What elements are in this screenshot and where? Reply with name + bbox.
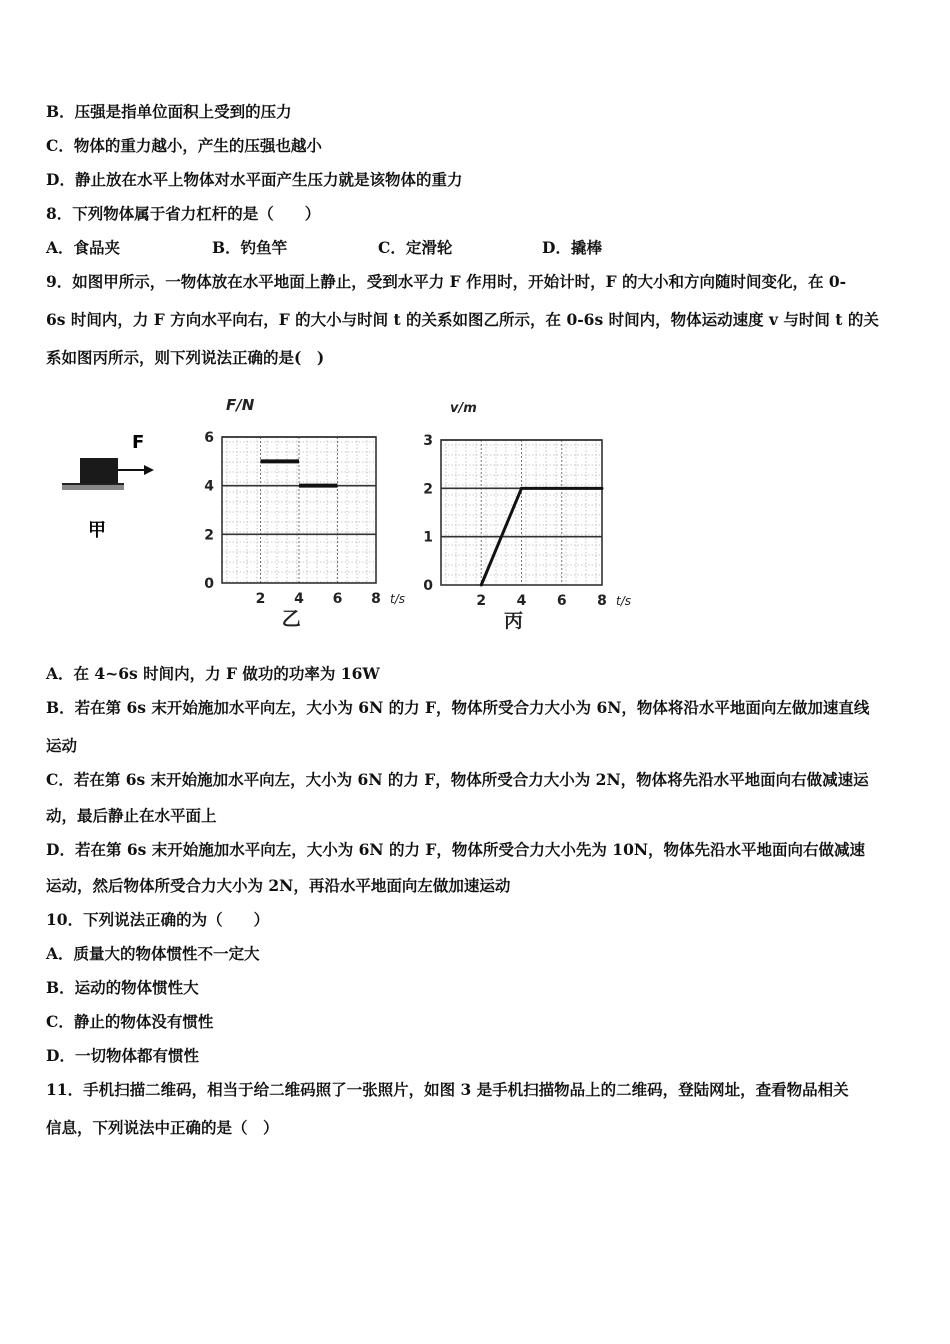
- q9-option-c-line-2: 动，最后静止在水平面上: [46, 806, 217, 825]
- x-tick-label: 4: [516, 593, 527, 609]
- q9-option-d-line-1: D．若在第 6s 末开始施加水平向左，大小为 6N 的力 F，物体所受合力大小先为 10N，物体先沿水平地面向右做减速: [46, 840, 866, 859]
- x-tick-label: 2: [255, 591, 266, 607]
- chart-bing: [423, 401, 631, 632]
- q9-option-b-line-1: B．若在第 6s 末开始施加水平向左，大小为 6N 的力 F，物体所受合力大小为 6N，物体将沿水平地面向左做加速直线: [46, 698, 870, 717]
- ground-hatch: [62, 485, 124, 490]
- q8-option-c: C．定滑轮: [378, 238, 453, 257]
- chart-yi: [204, 396, 405, 630]
- velocity-point: [480, 584, 483, 587]
- y-tick-label: 1: [423, 529, 433, 546]
- q8-option-a: A．食品夹: [46, 238, 121, 257]
- y-tick-label: 2: [423, 481, 433, 498]
- question-9-line-1: 9．如图甲所示，一物体放在水平地面上静止，受到水平力 F 作用时，开始计时，F 的大小和方向随时间变化，在 0-: [46, 272, 847, 291]
- q8-option-d: D．撬棒: [542, 238, 602, 257]
- y-tick-label: 3: [423, 433, 433, 449]
- x-tick-label: 2: [476, 593, 487, 609]
- x-tick-label: 6: [332, 591, 343, 607]
- x-tick-label: 4: [294, 591, 304, 607]
- y-tick-label: 2: [204, 527, 214, 544]
- q10-option-d: D．一切物体都有惯性: [46, 1046, 199, 1065]
- question-9-line-3: 系如图丙所示，则下列说法正确的是( ): [46, 348, 325, 367]
- y-tick-label: 0: [423, 578, 433, 594]
- x-axis-label: t/s: [616, 594, 631, 608]
- q9-option-a: A．在 4~6s 时间内，力 F 做功的功率为 16W: [46, 664, 380, 683]
- q10-option-a: A．质量大的物体惯性不一定大: [46, 944, 260, 963]
- x-tick-label: 8: [597, 593, 607, 609]
- question-11-line-2: 信息，下列说法中正确的是（ ）: [46, 1118, 279, 1137]
- q9-option-b-line-2: 运动: [46, 736, 78, 755]
- velocity-point: [601, 487, 604, 490]
- y-axis-label: F/N: [226, 396, 255, 414]
- y-tick-label: 0: [204, 576, 214, 592]
- block: [80, 458, 118, 484]
- y-axis-label: v/m: [450, 401, 477, 416]
- question-9-line-2: 6s 时间内，力 F 方向水平向右，F 的大小与时间 t 的关系如图乙所示，在 0-6s 时间内，物体运动速度 v 与时间 t 的关: [46, 310, 879, 329]
- force-label: F: [132, 432, 145, 453]
- question-11-line-1: 11．手机扫描二维码，相当于给二维码照了一张照片，如图 3 是手机扫描物品上的二维码，登陆网址，查看物品相关: [46, 1080, 849, 1099]
- chart-caption: 丙: [503, 610, 523, 632]
- q8-option-b: B．钓鱼竿: [212, 238, 288, 257]
- chart-caption: 乙: [281, 608, 301, 630]
- x-axis-label: t/s: [390, 592, 405, 606]
- q10-option-b: B．运动的物体惯性大: [46, 978, 199, 997]
- question-10: 10．下列说法正确的为（ ）: [46, 910, 270, 929]
- y-tick-label: 6: [204, 430, 214, 446]
- y-tick-label: 4: [204, 478, 214, 495]
- x-tick-label: 8: [371, 591, 381, 607]
- q9-option-d-line-2: 运动，然后物体所受合力大小为 2N，再沿水平地面向左做加速运动: [46, 876, 511, 895]
- q10-option-c: C．静止的物体没有惯性: [46, 1012, 214, 1031]
- velocity-point: [520, 487, 523, 490]
- option-d-pressure: D．静止放在水平上物体对水平面产生压力就是该物体的重力: [46, 170, 463, 189]
- option-b-pressure: B．压强是指单位面积上受到的压力: [46, 102, 292, 121]
- figure-jia: [62, 432, 154, 541]
- option-c-pressure: C．物体的重力越小，产生的压强也越小: [46, 136, 322, 155]
- q9-option-c-line-1: C．若在第 6s 末开始施加水平向左，大小为 6N 的力 F，物体所受合力大小为 2N，物体将先沿水平地面向右做减速运: [46, 770, 869, 789]
- force-arrowhead: [144, 465, 154, 475]
- x-tick-label: 6: [556, 593, 567, 609]
- caption-jia: 甲: [88, 520, 106, 541]
- question-8: 8．下列物体属于省力杠杆的是（ ）: [46, 204, 321, 223]
